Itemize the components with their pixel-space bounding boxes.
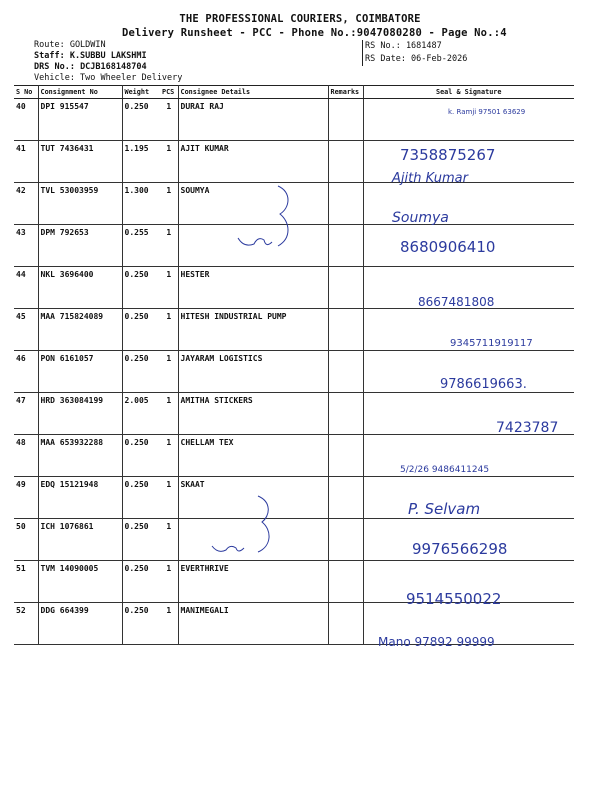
- row-consignee: DURAI RAJ: [178, 99, 328, 141]
- row-consignment: TVL 53003959: [38, 183, 122, 225]
- row-pcs: 1: [160, 99, 178, 141]
- row-sno: 48: [14, 435, 38, 477]
- row-signature: [363, 435, 574, 477]
- row-pcs: 1: [160, 561, 178, 603]
- row-remarks: [328, 267, 363, 309]
- row-remarks: [328, 183, 363, 225]
- row-consignee: HITESH INDUSTRIAL PUMP: [178, 309, 328, 351]
- row-consignee: AJIT KUMAR: [178, 141, 328, 183]
- row-pcs: 1: [160, 183, 178, 225]
- table-row: [14, 603, 574, 645]
- row-weight: 0.250: [122, 603, 160, 645]
- drs-value: DCJB168148704: [80, 62, 147, 72]
- row-remarks: [328, 225, 363, 267]
- row-consignment: PON 6161057: [38, 351, 122, 393]
- row-pcs: 1: [160, 603, 178, 645]
- rs-date: RS Date: 06-Feb-2026: [365, 54, 468, 64]
- row-consignee: MANIMEGALI: [178, 603, 328, 645]
- row-sno: 50: [14, 519, 38, 561]
- row-signature: [363, 183, 574, 225]
- sig-41-phone: 7358875267: [400, 146, 496, 164]
- row-sno: 49: [14, 477, 38, 519]
- row-pcs: 1: [160, 309, 178, 351]
- row-remarks: [328, 519, 363, 561]
- staff-label: Staff: K.SUBBU LAKSHMI: [34, 51, 147, 61]
- row-consignment: MAA 715824089: [38, 309, 122, 351]
- sig-52: Mano 97892 99999: [378, 635, 495, 649]
- col-pcs: PCS: [160, 86, 178, 99]
- row-sno: 43: [14, 225, 38, 267]
- col-consignee: Consignee Details: [178, 86, 328, 99]
- sig-50: 9976566298: [412, 540, 508, 558]
- runsheet-title: Delivery Runsheet - PCC - Phone No.:9047080280 - Page No.:4: [122, 27, 507, 39]
- table-row: [14, 477, 574, 519]
- row-consignee: SKAAT: [178, 477, 328, 519]
- row-signature: [363, 99, 574, 141]
- sig-49: P. Selvam: [408, 500, 481, 518]
- row-consignee: CHELLAM TEX: [178, 435, 328, 477]
- row-pcs: 1: [160, 267, 178, 309]
- row-remarks: [328, 435, 363, 477]
- row-consignee: [178, 519, 328, 561]
- row-pcs: 1: [160, 393, 178, 435]
- row-remarks: [328, 561, 363, 603]
- sig-51: 9514550022: [406, 590, 502, 608]
- col-signature: Seal & Signature: [363, 86, 574, 99]
- sig-45: 9345711919117: [450, 338, 533, 349]
- row-signature: [363, 519, 574, 561]
- row-pcs: 1: [160, 225, 178, 267]
- row-signature: [363, 141, 574, 183]
- row-remarks: [328, 351, 363, 393]
- sig-47: 7423787: [496, 420, 559, 436]
- row-pcs: 1: [160, 519, 178, 561]
- row-remarks: [328, 603, 363, 645]
- row-remarks: [328, 309, 363, 351]
- row-remarks: [328, 477, 363, 519]
- row-weight: 1.195: [122, 141, 160, 183]
- table-row: [14, 435, 574, 477]
- row-signature: [363, 477, 574, 519]
- row-consignment: HRD 363084199: [38, 393, 122, 435]
- row-weight: 0.250: [122, 519, 160, 561]
- delivery-table: [14, 85, 574, 645]
- row-weight: 0.250: [122, 99, 160, 141]
- table-row: [14, 393, 574, 435]
- col-remarks: Remarks: [328, 86, 363, 99]
- company-title: THE PROFESSIONAL COURIERS, COIMBATORE: [179, 13, 421, 25]
- row-consignment: MAA 653932288: [38, 435, 122, 477]
- table-row: [14, 519, 574, 561]
- route-label: Route: GOLDWIN: [34, 40, 106, 50]
- row-signature: [363, 393, 574, 435]
- row-sno: 52: [14, 603, 38, 645]
- table-row: [14, 141, 574, 183]
- row-sno: 40: [14, 99, 38, 141]
- row-weight: 0.255: [122, 225, 160, 267]
- row-consignee: EVERTHRIVE: [178, 561, 328, 603]
- rs-info-box: [365, 40, 467, 66]
- row-consignment: DPM 792653: [38, 225, 122, 267]
- row-consignee: [178, 225, 328, 267]
- row-pcs: 1: [160, 477, 178, 519]
- row-sno: 45: [14, 309, 38, 351]
- row-consignment: TVM 14090005: [38, 561, 122, 603]
- row-weight: 2.005: [122, 393, 160, 435]
- row-weight: 1.300: [122, 183, 160, 225]
- row-signature: [363, 267, 574, 309]
- drs-label: DRS No.:: [34, 62, 81, 72]
- table-header-row: [14, 86, 574, 99]
- row-pcs: 1: [160, 141, 178, 183]
- row-remarks: [328, 393, 363, 435]
- row-consignment: NKL 3696400: [38, 267, 122, 309]
- row-consignment: DPI 915547: [38, 99, 122, 141]
- table-row: [14, 561, 574, 603]
- sig-48: 5/2/26 9486411245: [400, 465, 490, 475]
- row-sno: 42: [14, 183, 38, 225]
- col-consignment: Consignment No: [38, 86, 122, 99]
- table-row: [14, 225, 574, 267]
- row-consignee: AMITHA STICKERS: [178, 393, 328, 435]
- rs-number: RS No.: 1681487: [365, 41, 442, 51]
- row-consignee: JAYARAM LOGISTICS: [178, 351, 328, 393]
- row-pcs: 1: [160, 351, 178, 393]
- table-row: [14, 351, 574, 393]
- row-consignment: DDG 664399: [38, 603, 122, 645]
- row-sno: 46: [14, 351, 38, 393]
- row-weight: 0.250: [122, 267, 160, 309]
- col-sno: S No: [14, 86, 38, 99]
- sig-43: 8680906410: [400, 238, 496, 256]
- row-consignee: HESTER: [178, 267, 328, 309]
- row-signature: [363, 561, 574, 603]
- row-remarks: [328, 141, 363, 183]
- sig-40: k. Ramji 97501 63629: [448, 108, 526, 116]
- row-sno: 44: [14, 267, 38, 309]
- sig-42: Soumya: [392, 210, 449, 226]
- row-signature: [363, 309, 574, 351]
- row-consignee: SOUMYA: [178, 183, 328, 225]
- sig-44: 8667481808: [418, 295, 495, 309]
- row-weight: 0.250: [122, 477, 160, 519]
- row-consignment: TUT 7436431: [38, 141, 122, 183]
- row-sno: 41: [14, 141, 38, 183]
- row-weight: 0.250: [122, 309, 160, 351]
- row-pcs: 1: [160, 435, 178, 477]
- row-weight: 0.250: [122, 351, 160, 393]
- col-weight: Weight: [122, 86, 160, 99]
- table-row: [14, 183, 574, 225]
- row-sno: 47: [14, 393, 38, 435]
- row-weight: 0.250: [122, 435, 160, 477]
- row-sno: 51: [14, 561, 38, 603]
- sig-46: 9786619663.: [440, 377, 527, 392]
- row-signature: [363, 225, 574, 267]
- row-consignment: EDQ 15121948: [38, 477, 122, 519]
- row-signature: [363, 603, 574, 645]
- table-row: [14, 309, 574, 351]
- table-row: [14, 99, 574, 141]
- sig-41-name: Ajith Kumar: [392, 171, 468, 186]
- row-consignment: ICH 1076861: [38, 519, 122, 561]
- row-remarks: [328, 99, 363, 141]
- table-row: [14, 267, 574, 309]
- row-signature: [363, 351, 574, 393]
- drs-number: [34, 62, 147, 72]
- vehicle-label: Vehicle: Two Wheeler Delivery: [34, 73, 183, 83]
- row-weight: 0.250: [122, 561, 160, 603]
